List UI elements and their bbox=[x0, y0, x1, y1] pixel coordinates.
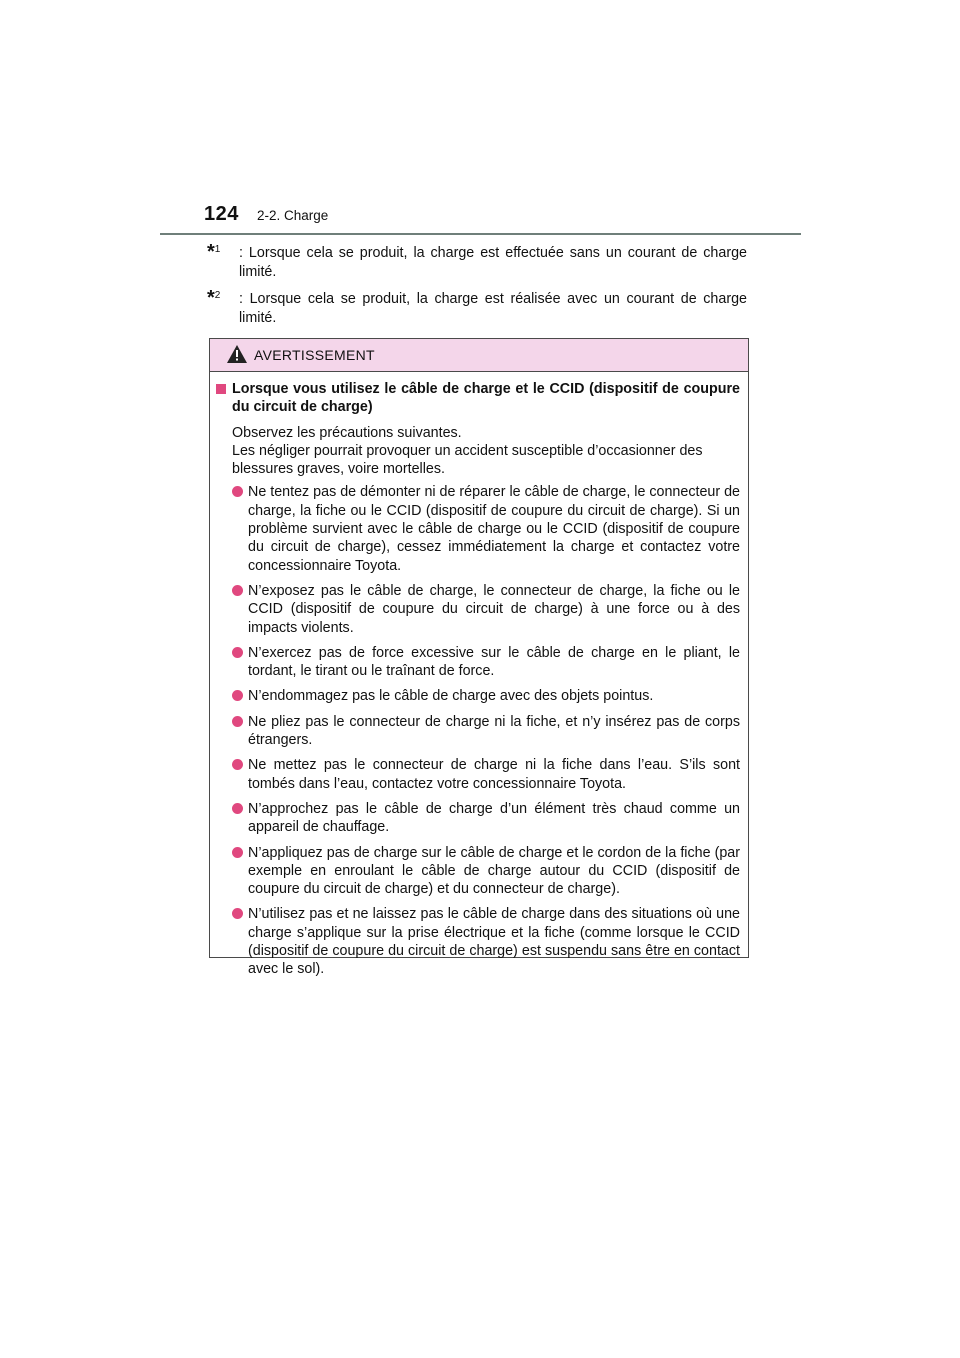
footnote-text: : Lorsque cela se produit, la charge est réalisée avec un courant de charge limité. bbox=[239, 291, 747, 326]
list-item: Ne tentez pas de démonter ni de réparer le câble de charge, le connecteur de charge, la fiche ou le CCID (dispositif de coupure du circuit de charge). Si un problème survient avec le câble de charge ou le CCID (dispositif de coupure du circuit de charge), cessez immédiatement la charge et contactez votre concessionnaire Toyota. bbox=[232, 483, 740, 574]
circle-bullet-icon bbox=[232, 585, 243, 596]
warning-triangle-icon bbox=[227, 345, 247, 363]
footnote bbox=[207, 241, 747, 282]
square-bullet-icon bbox=[216, 384, 226, 394]
list-item: N’exposez pas le câble de charge, le connecteur de charge, la fiche ou le CCID (dispositif de coupure du circuit de charge) à une force ou à des impacts violents. bbox=[232, 582, 740, 637]
footnote-marker: *$^1$ bbox=[207, 241, 221, 263]
footnote bbox=[207, 287, 747, 328]
page-header bbox=[0, 0, 960, 240]
circle-bullet-icon bbox=[232, 647, 243, 658]
list-item: N’appliquez pas de charge sur le câble de charge et le cordon de la fiche (par exemple en enroulant le câble de charge autour du CCID (dispositif de coupure du circuit de charge) et du connecteur de charge). bbox=[232, 844, 740, 899]
page-number: 124 bbox=[204, 203, 239, 225]
header-divider bbox=[160, 233, 801, 235]
intro-line: Les négliger pourrait provoquer un accident susceptible d’occasionner des blessures graves, voire mortelles. bbox=[232, 442, 703, 478]
warning-header bbox=[210, 339, 748, 372]
circle-bullet-icon bbox=[232, 908, 243, 919]
warning-heading: Lorsque vous utilisez le câble de charge et le CCID (dispositif de coupure du circuit de charge) bbox=[216, 380, 740, 417]
circle-bullet-icon bbox=[232, 690, 243, 701]
list-item: Ne mettez pas le connecteur de charge ni la fiche dans l’eau. S’ils sont tombés dans l’eau, contactez votre concessionnaire Toyota. bbox=[232, 756, 740, 793]
footnotes bbox=[207, 241, 747, 336]
precaution-list bbox=[216, 483, 740, 978]
list-item: Ne pliez pas le connecteur de charge ni la fiche, et n’y insérez pas de corps étrangers. bbox=[232, 713, 740, 750]
intro-line: Observez les précautions suivantes. bbox=[232, 424, 462, 441]
warning-title: AVERTISSEMENT bbox=[254, 347, 375, 363]
circle-bullet-icon bbox=[232, 759, 243, 770]
circle-bullet-icon bbox=[232, 716, 243, 727]
list-item: N’approchez pas le câble de charge d’un élément très chaud comme un appareil de chauffage. bbox=[232, 800, 740, 837]
footnote-text: : Lorsque cela se produit, la charge est effectuée sans un courant de charge limité. bbox=[239, 245, 747, 280]
list-item: N’exercez pas de force excessive sur le câble de charge en le pliant, le tordant, le tirant ou le traînant de force. bbox=[232, 644, 740, 681]
warning-body bbox=[210, 372, 748, 979]
warning-box bbox=[209, 338, 749, 978]
circle-bullet-icon bbox=[232, 847, 243, 858]
section-title: 2-2. Charge bbox=[257, 208, 329, 223]
list-item: N’endommagez pas le câble de charge avec des objets pointus. bbox=[232, 687, 740, 705]
footnote-marker: *$^2$ bbox=[207, 287, 221, 309]
circle-bullet-icon bbox=[232, 803, 243, 814]
list-item: N’utilisez pas et ne laissez pas le câble de charge dans des situations où une charge s’applique sur la prise électrique et la fiche (comme lorsque le CCID (dispositif de coupure du circuit de charge) est suspendu sans être en contact avec le sol). bbox=[232, 905, 740, 978]
warning-intro bbox=[216, 424, 740, 479]
circle-bullet-icon bbox=[232, 486, 243, 497]
